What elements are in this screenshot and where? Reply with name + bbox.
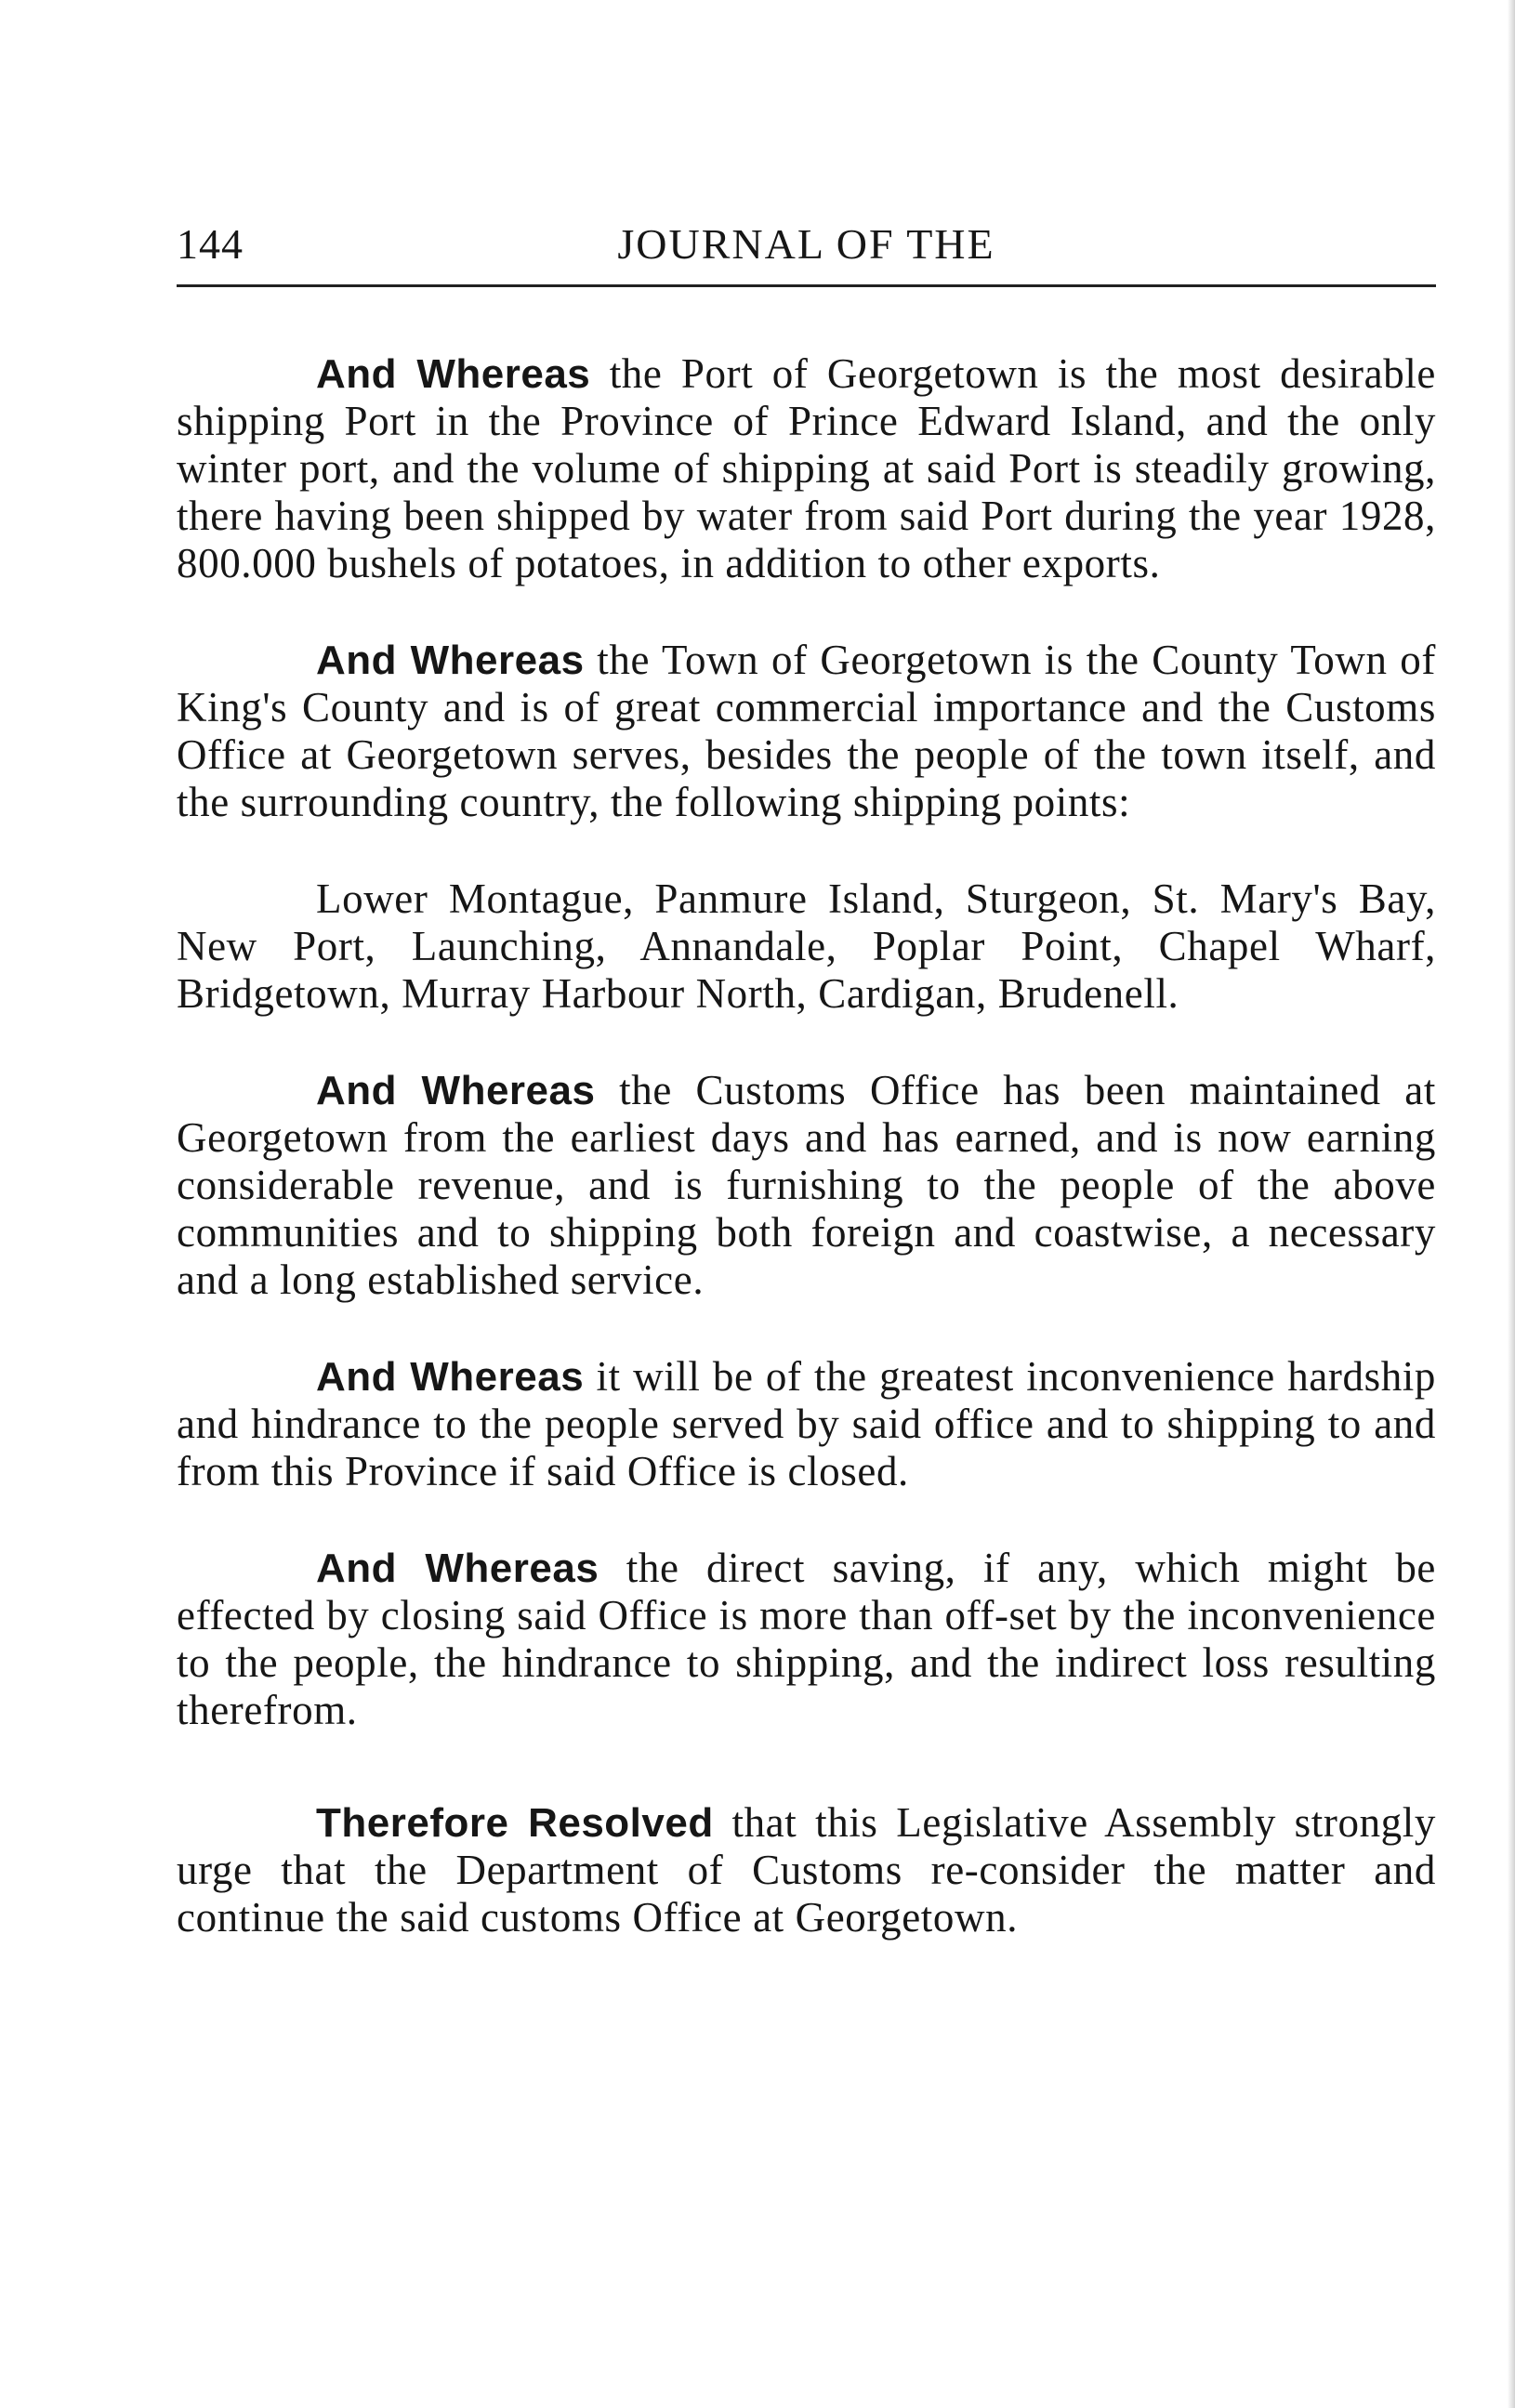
paragraph-lead: And Whereas [316,1354,585,1400]
paragraph-text: the direct saving, if any, which might be effected by closing said Office is more than off-set by the inconvenience to the people, the hindrance to shipping, and the indirect loss resulting therefrom. [177,1545,1437,1733]
paragraph-county-town [177,637,1436,826]
paragraph-lead: And Whereas [316,1068,596,1113]
journal-page [177,212,1436,1991]
paragraph-lead: And Whereas [316,351,591,397]
paragraph-shipping-points [177,875,1436,1018]
paragraph-text: Lower Montague, Panmure Island, Sturgeon, St. Mary's Bay, New Port, Launching, Annandale, Poplar Point, Chapel Wharf, Bridgetown, Murray Harbour North, Cardigan, Brudenell. [177,875,1436,1017]
paragraph-lead: And Whereas [316,1546,599,1591]
paragraph-customs-office-maintained [177,1067,1436,1304]
paragraph-port-of-georgetown [177,350,1436,587]
page-edge-shadow [1508,0,1515,2408]
body-text [177,350,1436,1941]
paragraph-text: it will be of the greatest inconvenience hardship and hindrance to the people served by said office and to shipping to and from this Province if said Office is closed. [177,1353,1436,1494]
paragraph-lead: And Whereas [316,638,585,683]
paragraph-text: that this Legislative Assembly strongly urge that the Department of Customs re-consider the matter and continue the said customs Office at Georgetown. [177,1799,1436,1941]
paragraph-text: the Town of Georgetown is the County Town of King's County and is of great commercial importance and the Customs Office at Georgetown serves, besides the people of the town itself, and the surrounding country, the following shipping points: [177,637,1436,825]
paragraph-text: the Port of Georgetown is the most desirable shipping Port in the Province of Prince Edward Island, and the only winter port, and the volume of shipping at said Port is steadily growing, there having been shipped by water from said Port during the year 1928, 800.000 bushels of potatoes, in addition to other exports. [177,350,1436,586]
page-number: 144 [177,220,244,268]
header-rule [177,284,1436,287]
running-head [177,212,1436,277]
paragraph-text: the Customs Office has been maintained at Georgetown from the earliest days and has earned, and is now earning considerable revenue, and is furnishing to the people of the above communities and to shipping both foreign and coastwise, a necessary and a long established service. [177,1067,1436,1303]
journal-title: JOURNAL OF THE [617,220,995,268]
paragraph-therefore-resolved [177,1799,1436,1941]
paragraph-lead: Therefore Resolved [316,1800,714,1846]
paragraph-direct-saving [177,1545,1436,1734]
paragraph-inconvenience [177,1353,1436,1495]
